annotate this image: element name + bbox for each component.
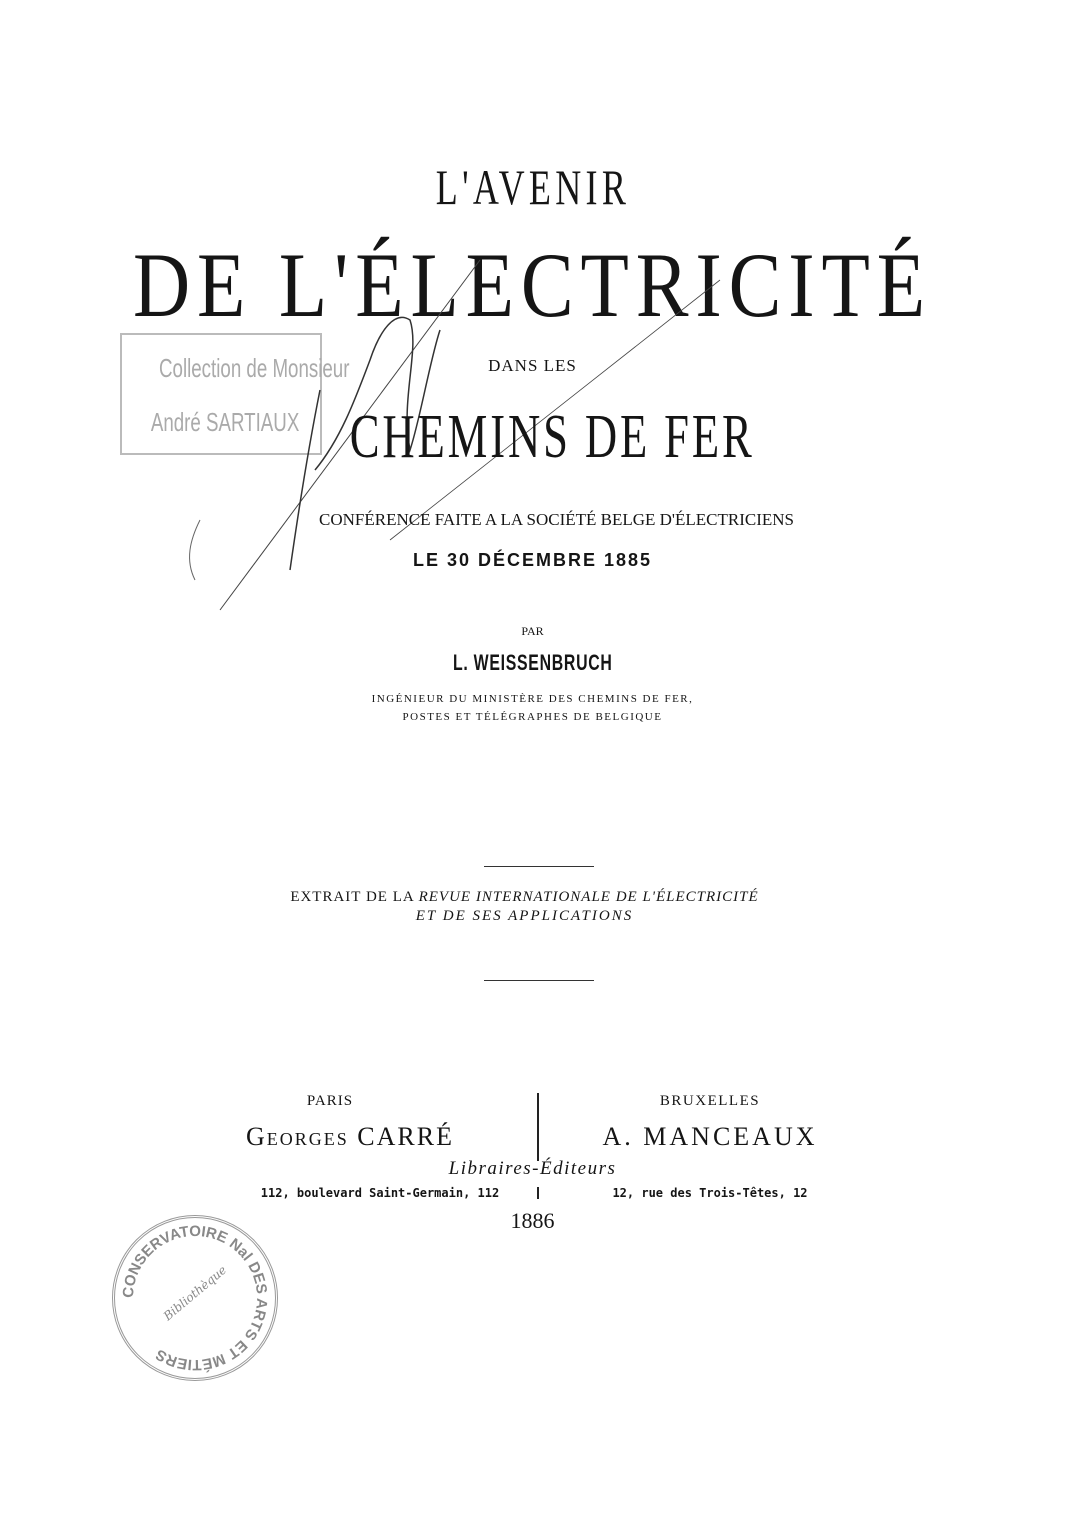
title-line-1 — [0, 158, 1065, 216]
author-role-2: POSTES ET TÉLÉGRAPHES DE BELGIQUE — [402, 711, 663, 723]
author-name-text: L. WEISSENBRUCH — [452, 650, 613, 675]
conference-line: CONFÉRENCE FAITE A LA SOCIÉTÉ BELGE D'ÉLECTRICIENS — [319, 510, 794, 529]
divider-bottom — [484, 980, 594, 981]
author-by: PAR — [521, 624, 544, 638]
address-separator — [537, 1187, 539, 1199]
library-stamp-text: CONSERVATOIRE Nal DES ARTS ET MÉTIERS — [119, 1222, 271, 1374]
title-line-4 — [20, 402, 1065, 473]
title-line-1-text: L'AVENIR — [435, 159, 630, 215]
publisher-right-city: BRUXELLES — [659, 1093, 761, 1109]
extract-line-1 — [0, 889, 1057, 906]
title-line-4-text: CHEMINS DE FER — [350, 403, 755, 471]
conference-date: LE 30 DÉCEMBRE 1885 — [412, 550, 653, 570]
title-line-2-text: DE L'ÉLECTRICITÉ — [133, 234, 932, 336]
publication-year: 1886 — [510, 1208, 555, 1233]
publisher-left-address: 112, boulevard Saint-Germain, 112 — [260, 1186, 500, 1200]
publisher-separator — [537, 1093, 539, 1161]
library-stamp — [112, 1215, 278, 1381]
publisher-role: Libraires-Éditeurs — [448, 1158, 617, 1179]
collection-stamp-line-1: Collection de Monsieur — [159, 353, 350, 383]
extract-line-2: ET DE SES APPLICATIONS — [415, 908, 634, 924]
author-role-1: INGÉNIEUR DU MINISTÈRE DES CHEMINS DE FER, — [371, 693, 694, 705]
extract-journal-title: REVUE INTERNATIONALE DE L'ÉLECTRICITÉ — [418, 889, 759, 905]
extract-prefix: EXTRAIT DE LA — [290, 889, 414, 905]
publisher-left-city: PARIS — [306, 1093, 354, 1109]
title-line-3: DANS LES — [488, 356, 577, 375]
publisher-right-name: A. MANCEAUX — [602, 1122, 818, 1151]
collection-stamp-line-2: André SARTIAUX — [150, 407, 300, 437]
divider-top — [484, 866, 594, 867]
publisher-left-name: Georges CARRÉ — [246, 1122, 454, 1151]
author-name — [0, 650, 1065, 676]
publisher-right-address: 12, rue des Trois-Têtes, 12 — [612, 1186, 808, 1200]
library-stamp-sub: Bibliothèque — [160, 1262, 230, 1324]
